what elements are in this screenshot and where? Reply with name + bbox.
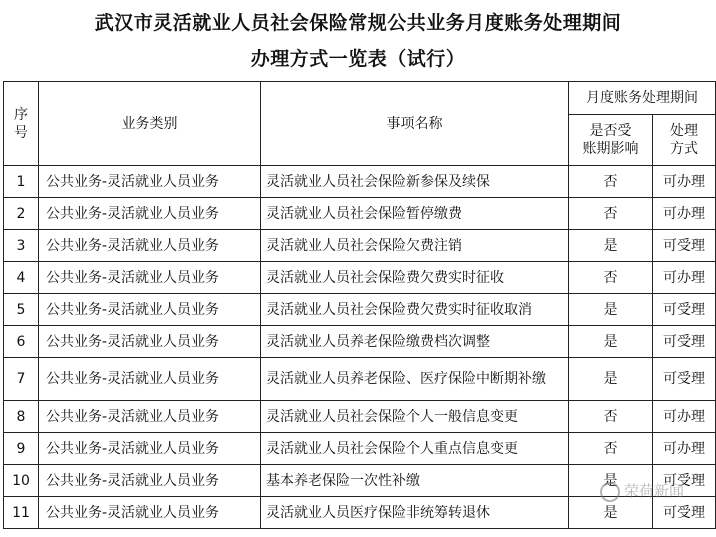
cell-mode: 可受理 — [653, 294, 716, 326]
cell-item: 灵活就业人员医疗保险非统筹转退休 — [261, 497, 569, 529]
table-row — [4, 401, 716, 433]
watermark-text: 荣荷新闻 — [624, 482, 685, 500]
table-row — [4, 294, 716, 326]
cell-type: 公共业务-灵活就业人员业务 — [39, 230, 261, 262]
cell-type: 公共业务-灵活就业人员业务 — [39, 433, 261, 465]
cell-type: 公共业务-灵活就业人员业务 — [39, 465, 261, 497]
cell-item: 灵活就业人员社会保险费欠费实时征收 — [261, 262, 569, 294]
title-line-2: 办理方式一览表（试行） — [250, 48, 466, 70]
header-affected: 是否受 账期影响 — [569, 115, 653, 166]
cell-no: 9 — [4, 433, 39, 465]
cell-no: 3 — [4, 230, 39, 262]
cell-no: 2 — [4, 198, 39, 230]
cell-no: 8 — [4, 401, 39, 433]
cell-mode: 可受理 — [653, 230, 716, 262]
cell-no: 5 — [4, 294, 39, 326]
business-table — [3, 81, 716, 529]
cell-type: 公共业务-灵活就业人员业务 — [39, 262, 261, 294]
table-row — [4, 326, 716, 358]
cell-affected: 否 — [569, 401, 653, 433]
cell-mode: 可办理 — [653, 401, 716, 433]
cell-mode: 可受理 — [653, 465, 716, 497]
table-row — [4, 198, 716, 230]
cell-affected: 否 — [569, 166, 653, 198]
cell-item: 灵活就业人员社会保险新参保及续保 — [261, 166, 569, 198]
cell-mode: 可受理 — [653, 358, 716, 401]
cell-type: 公共业务-灵活就业人员业务 — [39, 198, 261, 230]
cell-no: 11 — [4, 497, 39, 529]
cell-affected: 是 — [569, 326, 653, 358]
cell-affected: 是 — [569, 465, 653, 497]
watermark — [600, 480, 684, 502]
table-row — [4, 433, 716, 465]
cell-type: 公共业务-灵活就业人员业务 — [39, 497, 261, 529]
cell-affected: 否 — [569, 198, 653, 230]
cell-no: 6 — [4, 326, 39, 358]
header-no: 序 号 — [4, 82, 39, 166]
cell-affected: 是 — [569, 294, 653, 326]
cell-item: 灵活就业人员社会保险欠费注销 — [261, 230, 569, 262]
cell-type: 公共业务-灵活就业人员业务 — [39, 358, 261, 401]
table-row — [4, 230, 716, 262]
watermark-logo-icon — [600, 482, 620, 502]
cell-affected: 是 — [569, 497, 653, 529]
table-row — [4, 166, 716, 198]
cell-item: 灵活就业人员养老保险、医疗保险中断期补缴 — [261, 358, 569, 401]
cell-affected: 否 — [569, 433, 653, 465]
cell-mode: 可办理 — [653, 262, 716, 294]
header-item: 事项名称 — [261, 82, 569, 166]
cell-item: 灵活就业人员社会保险费欠费实时征收取消 — [261, 294, 569, 326]
cell-item: 灵活就业人员养老保险缴费档次调整 — [261, 326, 569, 358]
header-period-group: 月度账务处理期间 — [569, 82, 716, 115]
header-mode: 处理 方式 — [653, 115, 716, 166]
cell-item: 灵活就业人员社会保险暂停缴费 — [261, 198, 569, 230]
cell-item: 灵活就业人员社会保险个人重点信息变更 — [261, 433, 569, 465]
cell-mode: 可受理 — [653, 326, 716, 358]
cell-type: 公共业务-灵活就业人员业务 — [39, 294, 261, 326]
cell-mode: 可办理 — [653, 198, 716, 230]
cell-no: 7 — [4, 358, 39, 401]
cell-no: 10 — [4, 465, 39, 497]
header-type: 业务类别 — [39, 82, 261, 166]
cell-type: 公共业务-灵活就业人员业务 — [39, 166, 261, 198]
cell-type: 公共业务-灵活就业人员业务 — [39, 326, 261, 358]
cell-item: 灵活就业人员社会保险个人一般信息变更 — [261, 401, 569, 433]
cell-mode: 可办理 — [653, 166, 716, 198]
table-row — [4, 262, 716, 294]
title-line-1: 武汉市灵活就业人员社会保险常规公共业务月度账务处理期间 — [94, 12, 622, 34]
cell-no: 4 — [4, 262, 39, 294]
cell-affected: 是 — [569, 358, 653, 401]
cell-item: 基本养老保险一次性补缴 — [261, 465, 569, 497]
table-row — [4, 358, 716, 401]
cell-no: 1 — [4, 166, 39, 198]
cell-affected: 否 — [569, 262, 653, 294]
cell-type: 公共业务-灵活就业人员业务 — [39, 401, 261, 433]
cell-affected: 是 — [569, 230, 653, 262]
cell-mode: 可办理 — [653, 433, 716, 465]
cell-mode: 可受理 — [653, 497, 716, 529]
